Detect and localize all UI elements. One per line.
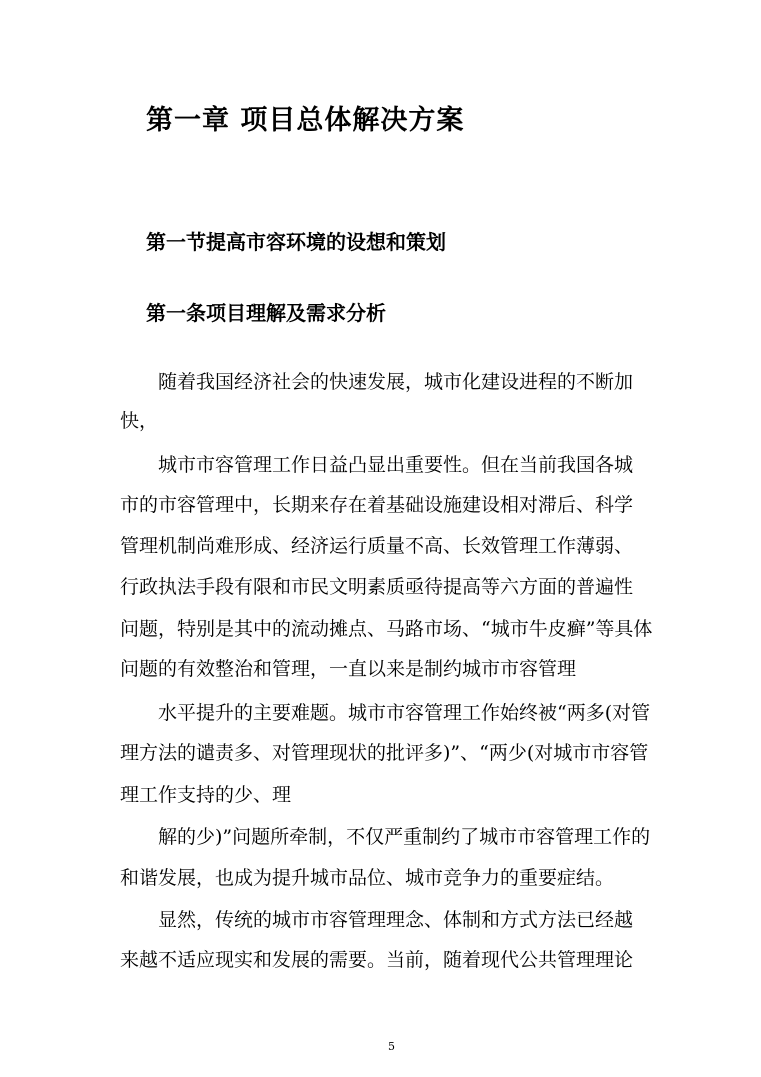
page-number: 5 <box>388 1040 395 1053</box>
body-line: 随着我国经济社会的快速发展，城市化建设进程的不断加 <box>158 371 634 393</box>
body-line: 问题，特别是其中的流动摊点、马路市场、“城市牛皮癣”等具体 <box>120 618 653 640</box>
body-line: 问题的有效整治和管理，一直以来是制约城市市容管理 <box>120 658 577 680</box>
article-title: 第一条项目理解及需求分析 <box>146 301 386 325</box>
body-line: 来越不适应现实和发展的需要。当前，随着现代公共管理理论 <box>120 949 634 971</box>
body-line: 行政执法手段有限和市民文明素质亟待提高等六方面的普遍性 <box>120 576 634 598</box>
body-line: 水平提升的主要难题。城市市容管理工作始终被“两多(对管 <box>158 702 651 724</box>
section-title: 第一节提高市容环境的设想和策划 <box>146 230 446 254</box>
chapter-title: 第一章 项目总体解决方案 <box>146 105 465 136</box>
body-line: 管理机制尚难形成、经济运行质量不高、长效管理工作薄弱、 <box>120 535 634 557</box>
body-line: 理工作支持的少、理 <box>120 784 292 806</box>
body-line: 显然，传统的城市市容管理理念、体制和方式方法已经越 <box>158 909 634 931</box>
body-line: 城市市容管理工作日益凸显出重要性。但在当前我国各城 <box>158 454 634 476</box>
body-line: 快， <box>120 410 159 432</box>
body-line: 市的市容管理中，长期来存在着基础设施建设相对滞后、科学 <box>120 494 634 516</box>
body-line: 和谐发展，也成为提升城市品位、城市竞争力的重要症结。 <box>120 867 615 889</box>
body-line: 理方法的谴责多、对管理现状的批评多)”、“两少(对城市市容管 <box>120 742 649 764</box>
body-line: 解的少)”问题所牵制，不仅严重制约了城市市容管理工作的 <box>158 826 651 848</box>
